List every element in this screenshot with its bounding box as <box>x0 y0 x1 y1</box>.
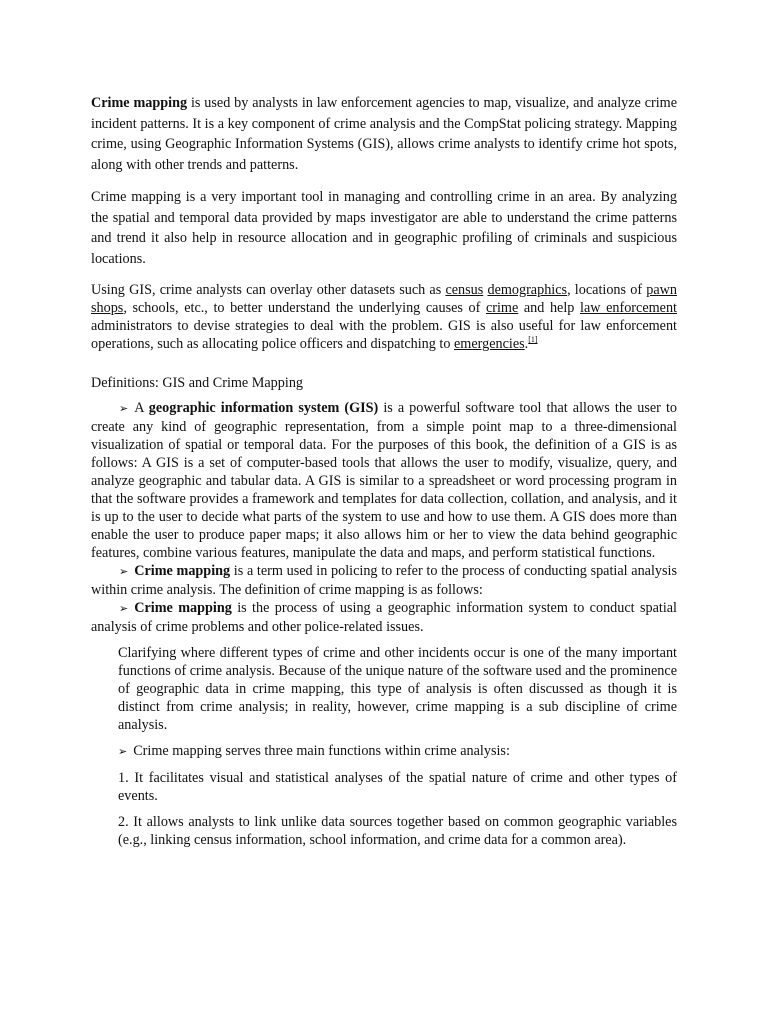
gis-overlay-paragraph <box>91 281 677 353</box>
clarifying-paragraph: Clarifying where different types of crime and other incidents occur is one of the many important functions of crime analysis. Because of the unique nature of the software used and the prominence of geographic data in crime mapping, this type of analysis is often discussed as though it is distinct from crime analysis; in reality, however, crime mapping is a sub discipline of crime analysis. <box>118 645 677 733</box>
arrow-bullet-icon: ➢ <box>119 402 129 415</box>
emergencies-link[interactable]: emergencies <box>454 336 525 352</box>
demographics-link[interactable]: demographics <box>487 282 568 298</box>
arrow-bullet-icon: ➢ <box>118 745 128 758</box>
bullet-crime-mapping-definition <box>91 599 677 636</box>
arrow-bullet-icon: ➢ <box>119 602 129 615</box>
pawn-shops-link[interactable]: pawn shops <box>91 282 677 316</box>
reference-1-link[interactable]: [1] <box>528 335 538 344</box>
text-span: administrators to devise strategies to deal with the problem. GIS is also useful for law enforcement operations, such as allocating police officers and dispatching to <box>91 318 677 352</box>
law-enforcement-link[interactable]: law enforcement <box>580 300 677 316</box>
document-page <box>91 93 677 857</box>
text-span: and help <box>518 300 580 316</box>
gis-definition: is a powerful software tool that allows the user to create any kind of geographic representation, from a simple point map to a three-dimensional visualization of spatial or temporal data. For the purposes of this book, the definition of a GIS is as follows: A GIS is a set of computer-based tools that allows the user to modify, visualize, query, and analyze geographic and tabular data. A GIS is similar to a spreadsheet or word processing program in that the software provides a framework and templates for data collection, collation, and analysis, and it is up to the user to decide what parts of the system to use and how to use them. A GIS does more than enable the user to produce paper maps; it also allows him or her to view the data behind geographic features, combine various features, manipulate the data and maps, and perform statistical functions. <box>91 400 677 561</box>
section-heading: Definitions: GIS and Crime Mapping <box>91 375 304 391</box>
text-span: , locations of <box>567 282 647 298</box>
crime-mapping-term: Crime mapping <box>134 563 231 579</box>
text-span: Using GIS, crime analysts can overlay other datasets such as <box>91 282 446 298</box>
bullet-crime-mapping-term <box>91 562 677 599</box>
text-span: Crime mapping serves three main functions within crime analysis: <box>133 743 510 759</box>
census-link[interactable]: census <box>445 282 484 298</box>
crime-link[interactable]: crime <box>485 300 519 316</box>
text-span: , schools, etc., to better understand the underlying causes of <box>123 300 486 316</box>
function-item-2: 2. It allows analysts to link unlike data sources together based on common geographic variables (e.g., linking census information, school information, and crime data for a common area). <box>118 814 677 848</box>
intro-paragraph <box>91 93 677 175</box>
function-item-1: 1. It facilitates visual and statistical analyses of the spatial nature of crime and other types of events. <box>118 770 677 804</box>
arrow-bullet-icon: ➢ <box>119 565 129 578</box>
text-span: is a term used in policing to refer to the process of conducting spatial analysis within crime analysis. The definition of crime mapping is as follows: <box>91 563 677 598</box>
text-span: is the process of using a geographic information system to conduct spatial analysis of crime problems and other police-related issues. <box>91 600 678 635</box>
intro-term: Crime mapping <box>91 95 188 111</box>
crime-mapping-term: Crime mapping <box>134 600 232 616</box>
bullet-three-functions <box>118 742 677 761</box>
text-span: . <box>524 336 529 352</box>
intro-text: is used by analysts in law enforcement agencies to map, visualize, and analyze crime incident patterns. It is a key component of crime analysis and the CompStat policing strategy. Mapping crime, using Geographic Information Systems (GIS), allows crime analysts to identify crime hot spots, along with other trends and patterns. <box>91 95 677 173</box>
bullet-gis <box>91 399 677 562</box>
gis-term: geographic information system (GIS) <box>148 400 379 416</box>
text-span: A <box>134 400 149 416</box>
importance-paragraph: Crime mapping is a very important tool in managing and controlling crime in an area. By analyzing the spatial and temporal data provided by maps investigator are able to understand the crime patterns and trend it also help in resource allocation and in geographic profiling of criminals and suspicious locations. <box>91 189 677 267</box>
